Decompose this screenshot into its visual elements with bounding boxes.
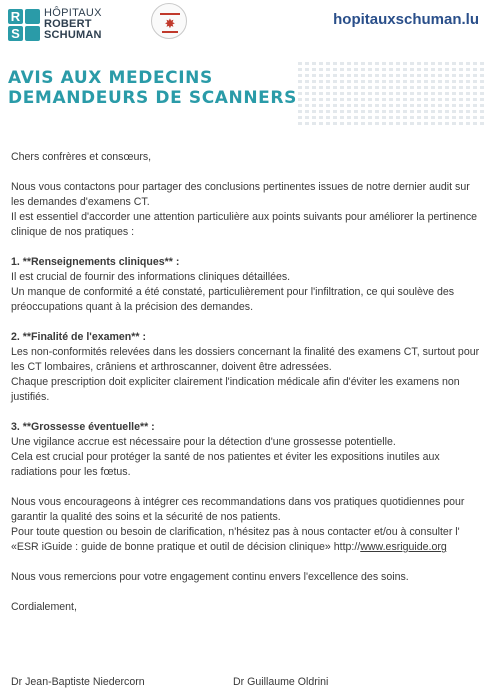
section-heading: 2. **Finalité de l'examen** :	[11, 331, 146, 343]
logo-line-schuman: SCHUMAN	[44, 29, 102, 41]
decorative-dots-pattern	[298, 62, 484, 128]
encourage-paragraph-2	[11, 525, 481, 555]
letter-header	[0, 0, 489, 130]
logo-line-robert: ROBERT	[44, 18, 92, 30]
section-line: Cela est crucial pour protéger la santé de nos patientes et éviter les expositions inutiles aux radiations pour les fœtus.	[11, 451, 440, 478]
section-line: Il est crucial de fournir des informations cliniques détaillées.	[11, 271, 291, 283]
greeting: Chers confrères et consœurs,	[11, 151, 152, 163]
intro-paragraph-1: Nous vous contactons pour partager des conclusions pertinentes issues de notre dernier audit sur les demandes d'examens CT.	[11, 181, 470, 208]
letter-body	[11, 150, 481, 615]
intro-paragraph-2: Il est essentiel d'accorder une attention particulière aux points suivants pour améliorer la pertinence clinique de nos pratiques :	[11, 211, 478, 238]
section-line: Un manque de conformité a été constaté, particulièrement pour l'infiltration, ce qui soulève des préoccupations quant à la précision des demandes.	[11, 286, 455, 313]
accreditation-seal-icon: ✸	[151, 3, 187, 39]
hospital-logo	[8, 8, 102, 41]
section-line: Les non-conformités relevées dans les dossiers concernant la finalité des examens CT, surtout pour les CT lombaires, crâniens et arthroscanner, doivent être adressées.	[11, 346, 480, 373]
logo-mark-icon	[8, 9, 40, 41]
logo-mark-letter-s: S	[11, 25, 20, 41]
signature-left: Dr Jean-Baptiste Niedercorn	[11, 676, 145, 688]
page-title	[8, 68, 308, 108]
logo-line-hopitaux: HÔPITAUX	[44, 7, 102, 19]
section-line: Une vigilance accrue est nécessaire pour la détection d'une grossesse potentielle.	[11, 436, 396, 448]
logo-text	[44, 8, 102, 41]
logo-mark-letter-r: R	[10, 8, 21, 24]
esr-iguide-link[interactable]: www.esriguide.org	[360, 541, 447, 553]
section-heading: 3. **Grossesse éventuelle** :	[11, 421, 155, 433]
title-line-1: AVIS AUX MEDECINS	[8, 68, 213, 88]
section-line: Chaque prescription doit expliciter clairement l'indication médicale afin d'éviter les examens non justifiés.	[11, 376, 460, 403]
encourage-paragraph-1: Nous vous encourageons à intégrer ces recommandations dans vos pratiques quotidiennes pour garantir la qualité des soins et la sécurité de nos patients.	[11, 496, 465, 523]
title-line-2: DEMANDEURS DE SCANNERS	[8, 88, 297, 108]
section-heading: 1. **Renseignements cliniques** :	[11, 256, 180, 268]
closing: Cordialement,	[11, 601, 77, 613]
encourage-text: Pour toute question ou besoin de clarification, n'hésitez pas à nous contacter et/ou à consulter l' «ESR iGuide : guide de bonne pratique et outil de décision clinique» http://	[11, 526, 460, 553]
thanks-paragraph: Nous vous remercions pour votre engagement continu envers l'excellence des soins.	[11, 571, 409, 583]
signature-right: Dr Guillaume Oldrini	[233, 676, 329, 688]
site-url: hopitauxschuman.lu	[333, 11, 479, 28]
